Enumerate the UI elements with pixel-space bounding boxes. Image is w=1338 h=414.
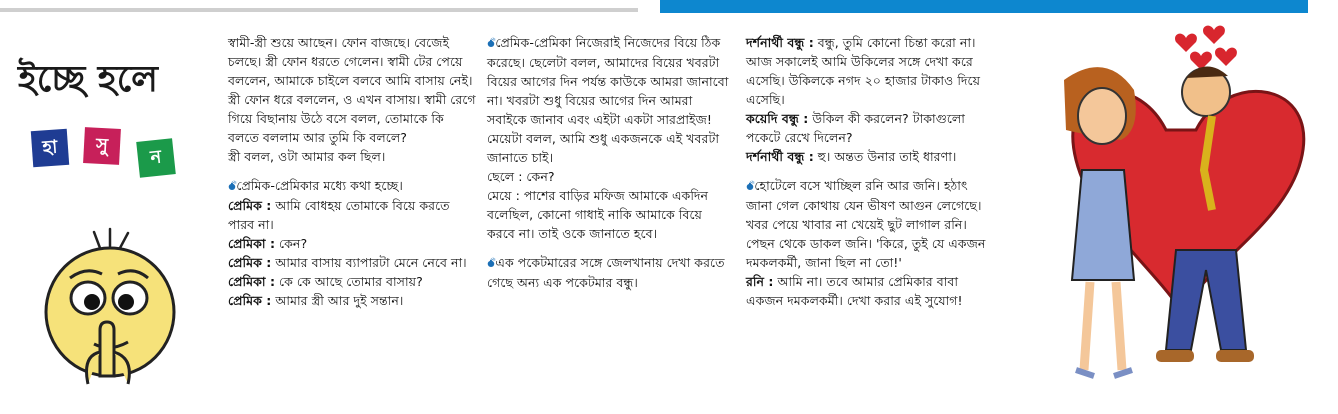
bomb-bullet-icon: 💣︎ [487,36,496,51]
dialogue-text: হু। অন্তত উনার তাই ধারণা। [813,149,957,164]
dialogue-text: বন্ধু, তুমি কোনো চিন্তা করো না। আজ সকালেই আমি উকিলের সঙ্গে দেখা করে এসেছি। উকিলকে নগদ ২০ হাজার টাকাও দিয়ে এসেছি। [746,35,981,107]
dialogue-text: আমার স্ত্রী আর দুই সন্তান। [271,293,404,308]
joke-2 [228,176,478,310]
dialogue-text: আমি বোধহয় তোমাকে বিয়ে করতে পারব না। [228,198,450,232]
title-tile-1: হা [31,129,69,167]
title-tile-2: সু [83,127,121,165]
shush-face-illustration [38,226,182,386]
joke-6-body: হোটেলে বসে খাচ্ছিল রনি আর জনি। হঠাৎ জানা গেল কোথায় যেন ভীষণ আগুন লেগেছে। খবর পেয়ে খাবার না খেয়েই ছুট লাগাল রনি। পেছন থেকে ডাকল জনি। 'কিরে, তুই যে একজন দমকলকর্মী, জানা ছিল না তো!' [746,178,986,270]
title-tile-3: ন [136,138,176,178]
dialogue-text: কে কে আছে তোমার বাসায়? [275,274,423,289]
joke-3 [487,33,731,243]
speaker-label: প্রেমিক : [228,293,272,308]
speaker-label: দর্শনার্থী বন্ধু : [746,35,814,50]
top-banner-blue [660,0,1308,13]
joke-1-punchline: স্ত্রী বলল, ওটা আমার কল ছিল। [228,149,386,164]
joke-column-2 [487,33,731,302]
joke-4-body: এক পকেটমারের সঙ্গে জেলখানায় দেখা করতে গেছে অন্য এক পকেটমার বন্ধু। [487,255,725,290]
joke-column-3 [746,33,994,320]
speaker-label: প্রেমিক : [228,198,272,213]
dialogue-text: আমি না। তবে আমার প্রেমিকার বাবা একজন দমকলকর্মী। দেখা করার এই সুযোগ! [746,274,963,308]
dialogue-text: আমার বাসায় ব্যাপারটা মেনে নেবে না। [271,255,467,270]
joke-4 [487,253,731,292]
woman-figure [1064,67,1136,376]
joke-3-para-2: মেয়েটা বলল, আমি শুধু একজনকে এই খবরটা জানাতে চাই। [487,131,719,165]
speaker-label: রনি : [746,274,774,289]
speaker-label: দর্শনার্থী বন্ধু : [746,149,814,164]
couple-heart-illustration [1016,20,1336,390]
top-divider-gray [0,8,638,12]
bomb-bullet-icon: 💣︎ [746,179,755,194]
joke-1 [228,33,478,166]
joke-3-para-4: মেয়ে : পাশের বাড়ির মফিজ আমাকে একদিন বলেছিল, কোনো গাধাই নাকি আমাকে বিয়ে করবে না। তাই ওকে জানাতে হবে। [487,188,709,241]
section-title: ইচ্ছে হলে [18,58,159,100]
joke-5 [746,33,994,166]
joke-2-intro: প্রেমিক-প্রেমিকার মধ্যে কথা হচ্ছে। [236,178,403,193]
speaker-label: প্রেমিক : [228,255,272,270]
dialogue-text: কেন? [275,236,308,251]
joke-3-para-1: প্রেমিক-প্রেমিকা নিজেরাই নিজেদের বিয়ে ঠিক করেছে। ছেলেটা বলল, আমাদের বিয়ের খবরটা বিয়ের আগের দিন পর্যন্ত কাউকে আমরা জানাবো না। খবরটা শুধু বিয়ের আগের দিন আমরা সবাইকে জানাব এবং এইটা একটা সারপ্রাইজ! [487,35,729,127]
joke-6 [746,176,994,310]
joke-column-1 [228,33,478,320]
speaker-label: প্রেমিকা : [228,236,275,251]
small-hearts-icon [1175,26,1237,70]
joke-1-body: স্বামী-স্ত্রী শুয়ে আছেন। ফোন বাজছে। বেজেই চলছে। স্ত্রী ফোন ধরতে গেলেন। স্বামী টের পেয়ে বললেন, আমাকে চাইলে বলবে আমি বাসায় নেই। স্ত্রী ফোন ধরে বললেন, ও এখন বাসায়। স্বামী রেগে গিয়ে বিছানায় উঠে বসে বলল, তোমাকে কি বলতে বললাম আর তুমি কি বললে? [228,35,476,145]
speaker-label: কয়েদি বন্ধু : [746,111,809,126]
joke-3-para-3: ছেলে : কেন? [487,169,555,184]
dialogue-text: উকিল কী করলেন? টাকাগুলো পকেটে রেখে দিলেন? [746,111,965,145]
bomb-bullet-icon: 💣︎ [487,256,496,271]
speaker-label: প্রেমিকা : [228,274,275,289]
bomb-bullet-icon: 💣︎ [228,179,237,194]
